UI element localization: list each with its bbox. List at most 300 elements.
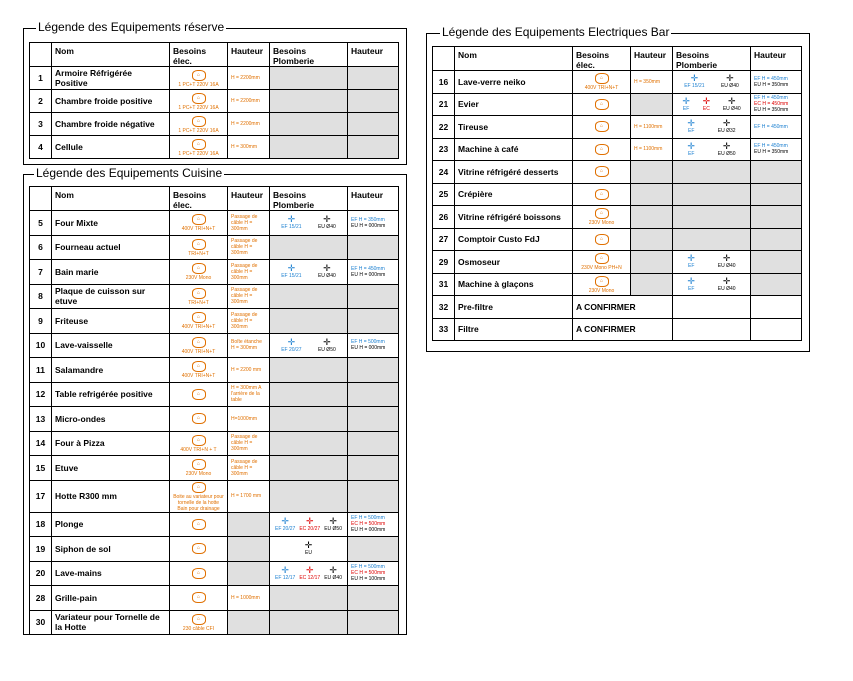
hauteur-cell	[228, 512, 270, 537]
ef-height: EF H = 450mm	[754, 95, 788, 102]
hauteur2-cell	[751, 296, 802, 319]
confirm-label: A CONFIRMER	[573, 296, 673, 319]
equipment-name: Filtre	[455, 318, 573, 341]
eu-height: EU H = 350mm	[754, 81, 789, 88]
elec-cell	[573, 251, 631, 274]
hauteur2-cell	[751, 206, 802, 229]
plumbing-info	[676, 142, 747, 157]
socket-icon: ⌂	[595, 208, 609, 219]
table-row	[30, 309, 399, 334]
plumbing-heights	[351, 217, 395, 229]
hauteur2-cell	[751, 93, 802, 116]
elec-cell	[573, 206, 631, 229]
elec-cell	[170, 456, 228, 481]
header-nom: Nom	[52, 187, 170, 211]
plomb-cell	[673, 273, 751, 296]
table-row	[30, 90, 399, 113]
socket-icon: ⌂	[192, 361, 206, 372]
hauteur-label: Passage de câble H = 300mm	[231, 213, 258, 232]
plumbing-info	[273, 215, 344, 230]
cross-icon: ✛	[287, 263, 296, 274]
socket-icon: ⌂	[192, 116, 206, 127]
eu-point	[721, 74, 739, 89]
socket-icon: ⌂	[595, 253, 609, 264]
equipment-name: Chambre froide positive	[52, 90, 170, 113]
ef-point	[684, 74, 704, 89]
elec-cell	[170, 113, 228, 136]
ef-label: EF	[687, 285, 695, 292]
table-row	[30, 333, 399, 358]
plomb-cell	[270, 113, 348, 136]
hauteur-cell	[228, 284, 270, 309]
equipment-name: Cellule	[52, 136, 170, 159]
plomb-cell	[673, 183, 751, 206]
elec-info	[173, 69, 224, 88]
hauteur-cell	[228, 431, 270, 456]
elec-info	[173, 115, 224, 134]
plumbing-info	[273, 541, 344, 556]
ec-point	[299, 517, 320, 532]
equipment-name: Plonge	[52, 512, 170, 537]
equipment-name: Plaque de cuisson sur etuve	[52, 284, 170, 309]
hauteur2-cell	[348, 211, 399, 236]
eu-point	[718, 142, 736, 157]
cross-icon: ✛	[323, 214, 331, 225]
ef-label: EF	[682, 105, 690, 112]
equipment-name: Osmoseur	[455, 251, 573, 274]
equipment-name: Vitrine réfrigéré desserts	[455, 161, 573, 184]
cross-icon: ✛	[687, 140, 695, 151]
cross-icon: ✛	[323, 263, 331, 274]
eu-label: EU Ø40	[324, 574, 342, 581]
elec-label: 400V TRI+N+T	[181, 226, 216, 233]
header-num	[30, 43, 52, 67]
hauteur-cell	[228, 90, 270, 113]
ef-point	[281, 215, 301, 230]
table-row	[433, 183, 802, 206]
equipment-name: Hotte R300 mm	[52, 480, 170, 512]
elec-info	[173, 311, 224, 330]
elec-cell	[170, 480, 228, 512]
row-number: 23	[433, 138, 455, 161]
row-number: 6	[30, 235, 52, 260]
equipment-name: Machine à glaçons	[455, 273, 573, 296]
eu-label: EU Ø50	[317, 346, 336, 353]
elec-cell	[170, 90, 228, 113]
table-row	[433, 273, 802, 296]
eu-height: EU H = 100mm	[351, 576, 386, 583]
table-row	[433, 71, 802, 94]
equipment-name: Friteuse	[52, 309, 170, 334]
ef-point	[275, 566, 295, 581]
hauteur-label: Passage de câble H = 300mm	[231, 238, 258, 257]
row-number: 18	[30, 512, 52, 537]
hauteur-cell	[228, 358, 270, 383]
socket-icon: ⌂	[595, 121, 609, 132]
table-row	[30, 512, 399, 537]
cross-icon: ✛	[722, 253, 731, 264]
equipment-name: Micro-ondes	[52, 407, 170, 432]
equipment-name: Grille-pain	[52, 586, 170, 611]
hauteur-cell	[228, 333, 270, 358]
cross-icon: ✛	[287, 336, 296, 347]
hauteur-cell	[228, 67, 270, 90]
reserve-title: Légende des Equipements réserve	[38, 20, 225, 34]
elec-cell	[170, 284, 228, 309]
ef-label: EF	[687, 263, 695, 270]
plomb-cell	[673, 161, 751, 184]
elec-cell	[170, 610, 228, 635]
hauteur2-cell	[348, 284, 399, 309]
ec-point	[703, 97, 711, 112]
elec-info	[576, 120, 627, 133]
hauteur-label: H = 1100mm	[634, 146, 663, 153]
cross-icon: ✛	[329, 564, 337, 575]
eu-height: EU H = 000mm	[351, 271, 386, 278]
plumbing-info	[273, 338, 344, 353]
header-row	[30, 187, 399, 211]
hauteur2-cell	[751, 71, 802, 94]
plumbing-heights	[754, 143, 798, 155]
hauteur-label: H = 1700 mm	[231, 493, 262, 499]
plomb-cell	[270, 537, 348, 562]
eu-point	[324, 517, 342, 532]
socket-icon: ⌂	[192, 288, 206, 299]
hauteur-cell	[631, 138, 673, 161]
elec-label: 230V Mono	[588, 220, 615, 227]
eu-label: EU Ø40	[720, 83, 739, 90]
plomb-cell	[270, 512, 348, 537]
equipment-name: Crépière	[455, 183, 573, 206]
equipment-name: Table refrigérée positive	[52, 382, 170, 407]
equipment-name: Fourneau actuel	[52, 235, 170, 260]
hauteur2-cell	[348, 136, 399, 159]
elec-label: 230V Mono	[185, 275, 212, 282]
ec-point	[299, 566, 320, 581]
row-number: 2	[30, 90, 52, 113]
row-number: 32	[433, 296, 455, 319]
cross-icon: ✛	[304, 540, 313, 551]
equipment-name: Four à Pizza	[52, 431, 170, 456]
hauteur-label: H = 2200 mm	[231, 366, 262, 373]
socket-icon: ⌂	[192, 389, 206, 400]
equipment-name: Etuve	[52, 456, 170, 481]
elec-info	[576, 72, 627, 91]
table-row	[30, 480, 399, 512]
elec-label: 400V TRI+N + T	[180, 446, 217, 453]
plomb-cell	[673, 138, 751, 161]
elec-info	[173, 412, 224, 425]
elec-label: 1 PC+T 220V 16A	[178, 81, 219, 88]
ef-height: EF H = 450mm	[754, 123, 788, 130]
header-row	[433, 47, 802, 71]
hauteur2-cell	[348, 382, 399, 407]
ef-point	[281, 264, 301, 279]
hauteur-label: H = 350mm	[634, 78, 660, 85]
plumbing-info	[676, 97, 747, 112]
row-number: 13	[30, 407, 52, 432]
elec-cell	[573, 138, 631, 161]
row-number: 4	[30, 136, 52, 159]
elec-label: 400V TRI+N+T	[181, 373, 216, 380]
hauteur-cell	[228, 260, 270, 285]
header-elec: Besoins élec.	[170, 43, 228, 67]
hauteur2-cell	[348, 407, 399, 432]
hauteur-label: H = 300mm	[231, 144, 257, 150]
header-plomb: Besoins Plomberie	[673, 47, 751, 71]
hauteur-cell	[228, 235, 270, 260]
elec-label: 230 câble CFI	[182, 625, 215, 632]
socket-icon: ⌂	[192, 592, 206, 603]
elec-cell	[170, 67, 228, 90]
elec-info	[173, 336, 224, 355]
eu-point	[305, 541, 313, 556]
hauteur-label: Passage de câble H = 300mm	[231, 434, 258, 453]
elec-cell	[170, 260, 228, 285]
table-row	[30, 284, 399, 309]
elec-info	[173, 613, 224, 632]
cross-icon: ✛	[287, 214, 296, 225]
eu-height: EU H = 000mm	[351, 345, 386, 352]
table-row	[30, 67, 399, 90]
plomb-cell	[270, 407, 348, 432]
header-hauteur: Hauteur	[228, 187, 270, 211]
hauteur-cell	[228, 382, 270, 407]
ef-label: EF 15/21	[684, 83, 705, 90]
elec-cell	[170, 382, 228, 407]
plomb-cell	[270, 561, 348, 586]
elec-info	[173, 591, 224, 604]
hauteur2-cell	[751, 183, 802, 206]
table-row	[30, 537, 399, 562]
hauteur-cell	[228, 113, 270, 136]
ef-point	[687, 119, 695, 134]
elec-cell	[170, 512, 228, 537]
plumbing-info	[273, 566, 344, 581]
hauteur-label: H = 2200mm	[231, 121, 260, 127]
table-row	[433, 93, 802, 116]
row-number: 27	[433, 228, 455, 251]
elec-cell	[170, 537, 228, 562]
hauteur2-cell	[751, 138, 802, 161]
table-row	[30, 407, 399, 432]
row-number: 17	[30, 480, 52, 512]
eu-label: EU	[305, 550, 312, 557]
eu-label: EU Ø40	[317, 273, 336, 280]
hauteur2-cell	[751, 251, 802, 274]
ef-point	[687, 254, 695, 269]
table-row	[433, 228, 802, 251]
socket-icon: ⌂	[192, 239, 206, 250]
header-elec: Besoins élec.	[573, 47, 631, 71]
elec-label: TRI+N+T	[188, 250, 209, 257]
elec-label: 230V Mono PH+N	[581, 265, 622, 272]
eu-point	[718, 277, 736, 292]
hauteur-label: H=1000mm	[231, 415, 257, 422]
header-hauteur2: Hauteur	[348, 43, 399, 67]
socket-icon: ⌂	[192, 263, 206, 274]
plomb-cell	[673, 93, 751, 116]
elec-label: 230V Mono	[588, 287, 615, 294]
plumbing-info	[273, 517, 344, 532]
cuisine-title: Légende des Equipements Cuisine	[36, 166, 223, 180]
cross-icon: ✛	[722, 140, 731, 151]
row-number: 28	[30, 586, 52, 611]
socket-icon: ⌂	[595, 276, 609, 287]
ec-label: EC 12/17	[299, 574, 321, 581]
elec-info	[173, 567, 224, 580]
row-number: 1	[30, 67, 52, 90]
elec-info	[576, 252, 627, 271]
hauteur2-cell	[348, 260, 399, 285]
row-number: 24	[433, 161, 455, 184]
table-row	[30, 211, 399, 236]
socket-icon: ⌂	[192, 312, 206, 323]
eu-point	[723, 97, 741, 112]
elec-info	[173, 92, 224, 111]
socket-icon: ⌂	[192, 568, 206, 579]
hauteur2-cell	[348, 561, 399, 586]
plumbing-info	[676, 74, 747, 89]
equipment-name: Comptoir Custo FdJ	[455, 228, 573, 251]
equipment-name: Lave-vaisselle	[52, 333, 170, 358]
table-row	[433, 296, 802, 319]
hauteur-label: Boîte étanche H = 300mm	[231, 339, 262, 352]
ec-height: EC H = 500mm	[351, 570, 386, 577]
elec-label: 1 PC+T 220V 16A	[178, 104, 219, 111]
ef-point	[281, 338, 301, 353]
table-row	[30, 431, 399, 456]
row-number: 31	[433, 273, 455, 296]
elec-label: 230V Mono	[185, 471, 212, 478]
plumbing-heights	[351, 266, 395, 278]
elec-info	[576, 233, 627, 246]
socket-icon: ⌂	[192, 519, 206, 530]
elec-cell	[573, 161, 631, 184]
socket-icon: ⌂	[192, 459, 206, 470]
eu-point	[318, 338, 336, 353]
row-number: 9	[30, 309, 52, 334]
socket-icon: ⌂	[595, 189, 609, 200]
hauteur2-cell	[348, 537, 399, 562]
hauteur-label: H = 300mm A l'arrière de la table	[231, 385, 262, 404]
elec-info	[173, 542, 224, 555]
elec-label: 400V TRI+N+T	[584, 85, 619, 92]
cross-icon: ✛	[726, 73, 734, 84]
hauteur-label: Passage de câble H = 300mm	[231, 262, 258, 281]
table-row	[30, 610, 399, 635]
hauteur-cell	[631, 228, 673, 251]
hauteur2-cell	[348, 586, 399, 611]
ef-label: EF 20/27	[275, 525, 296, 532]
ef-label: EF 12/17	[275, 574, 296, 581]
eu-label: EU Ø40	[717, 285, 736, 292]
socket-icon: ⌂	[192, 337, 206, 348]
hauteur-label: H = 2200mm	[231, 75, 260, 81]
header-elec: Besoins élec.	[170, 187, 228, 211]
hauteur-cell	[228, 309, 270, 334]
eu-point	[318, 264, 336, 279]
equipment-name: Lave-verre neiko	[455, 71, 573, 94]
row-number: 29	[433, 251, 455, 274]
elec-info	[173, 238, 224, 257]
row-number: 10	[30, 333, 52, 358]
ef-height: EF H = 450mm	[754, 143, 788, 150]
plomb-cell	[270, 90, 348, 113]
hauteur-label: H = 2200mm	[231, 98, 260, 104]
elec-label: 400V TRI+N+T	[181, 348, 216, 355]
row-number: 3	[30, 113, 52, 136]
cross-icon: ✛	[690, 73, 699, 84]
elec-info	[576, 98, 627, 111]
eu-point	[718, 119, 736, 134]
equipment-name: Four Mixte	[52, 211, 170, 236]
socket-icon: ⌂	[595, 166, 609, 177]
elec-cell	[573, 116, 631, 139]
equipment-name: Siphon de sol	[52, 537, 170, 562]
elec-cell	[170, 235, 228, 260]
header-hauteur2: Hauteur	[751, 47, 802, 71]
cross-icon: ✛	[687, 275, 695, 286]
cross-icon: ✛	[305, 564, 314, 575]
elec-cell	[573, 228, 631, 251]
hauteur-cell	[631, 183, 673, 206]
hauteur-cell	[631, 161, 673, 184]
table-row	[433, 318, 802, 341]
eu-label: EU Ø40	[717, 263, 736, 270]
plomb-cell	[673, 228, 751, 251]
hauteur2-cell	[348, 610, 399, 635]
socket-icon: ⌂	[595, 99, 609, 110]
elec-label: 1 PC+T 220V 16A	[178, 150, 219, 157]
socket-icon: ⌂	[192, 614, 206, 625]
eu-height: EU H = 350mm	[754, 107, 789, 114]
plomb-cell	[270, 211, 348, 236]
row-number: 8	[30, 284, 52, 309]
eu-label: EU Ø50	[324, 525, 342, 532]
hauteur2-cell	[751, 116, 802, 139]
hauteur-cell	[228, 136, 270, 159]
plomb-cell	[673, 251, 751, 274]
equipment-name: Vitrine réfrigéré boissons	[455, 206, 573, 229]
row-number: 15	[30, 456, 52, 481]
hauteur-cell	[631, 71, 673, 94]
header-row	[30, 43, 399, 67]
plumbing-heights	[754, 95, 798, 113]
cross-icon: ✛	[687, 253, 695, 264]
bar-title: Légende des Equipements Electriques Bar	[442, 25, 670, 39]
plumbing-info	[676, 254, 747, 269]
plumbing-heights	[754, 124, 798, 130]
equipment-name: Salamandre	[52, 358, 170, 383]
header-plomb: Besoins Plomberie	[270, 187, 348, 211]
elec-cell	[170, 586, 228, 611]
table-row	[433, 206, 802, 229]
row-number: 11	[30, 358, 52, 383]
header-num	[30, 187, 52, 211]
eu-point	[718, 254, 736, 269]
equipment-name: Machine à café	[455, 138, 573, 161]
plumbing-info	[676, 277, 747, 292]
hauteur-label: Passage de câble H = 300mm	[231, 458, 258, 477]
bar-table	[432, 46, 802, 341]
elec-cell	[573, 93, 631, 116]
cross-icon: ✛	[323, 336, 331, 347]
elec-info	[173, 360, 224, 379]
cross-icon: ✛	[682, 95, 690, 106]
hauteur-label: H = 1000mm	[231, 594, 260, 601]
plomb-cell	[270, 480, 348, 512]
